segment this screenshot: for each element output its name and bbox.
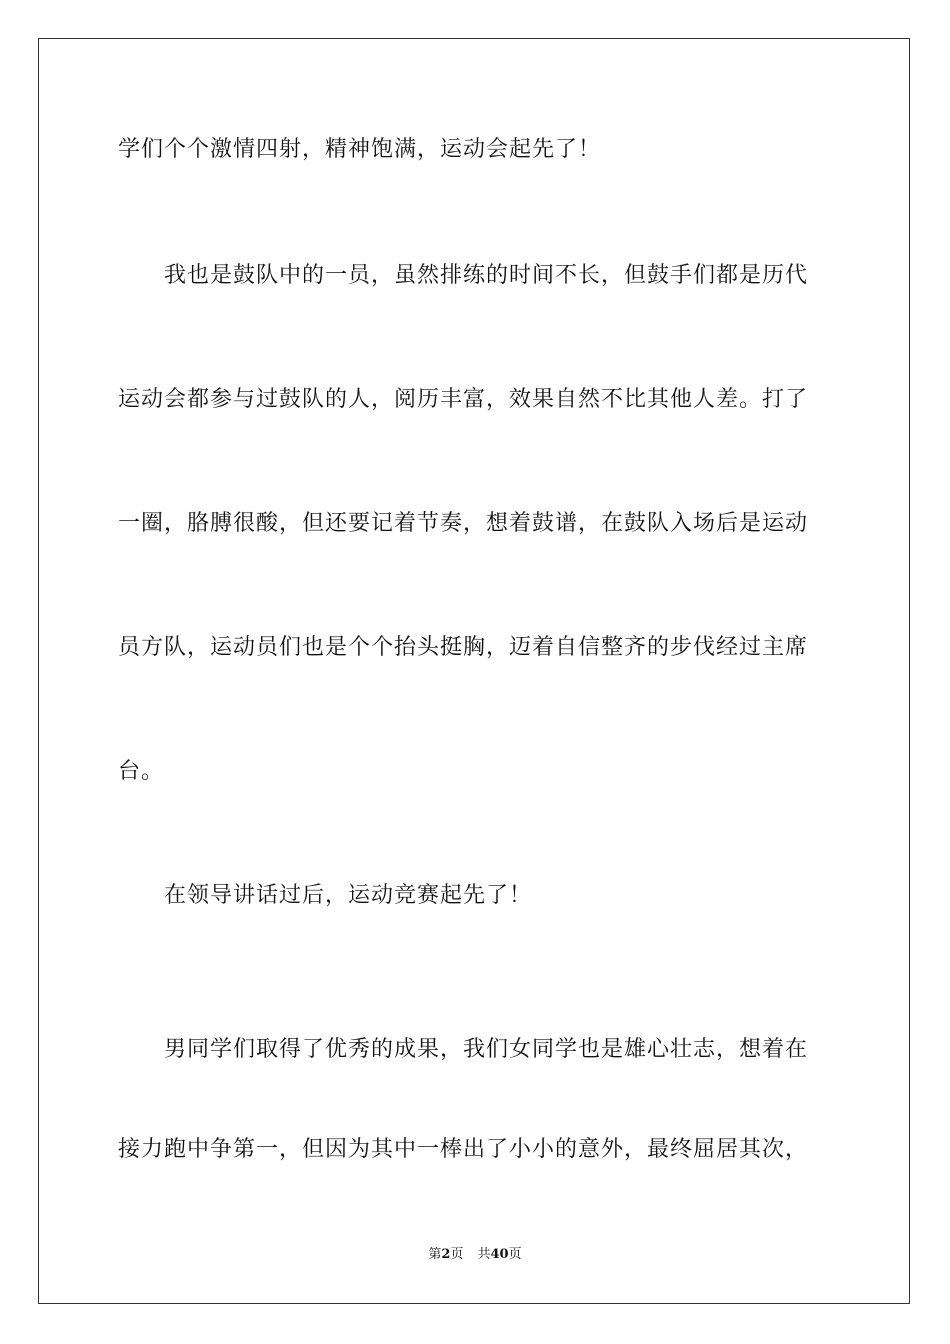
text-line-1: 学们个个激情四射，精神饱满，运动会起先了！ — [118, 137, 602, 162]
text-line-9: 接力跑中争第一，但因为其中一棒出了小小的意外，最终屈居其次， — [118, 1137, 809, 1162]
page-footer — [0, 1246, 950, 1264]
footer-total-suffix: 页 — [508, 1247, 522, 1262]
text-line-5: 员方队，运动员们也是个个抬头挺胸，迈着自信整齐的步伐经过主席 — [118, 635, 809, 660]
footer-page-suffix: 页 — [450, 1247, 464, 1262]
text-line-2: 我也是鼓队中的一员，虽然排练的时间不长，但鼓手们都是历代 — [164, 263, 809, 288]
text-line-7: 在领导讲话过后，运动竞赛起先了！ — [164, 883, 533, 908]
text-line-4: 一圈，胳膊很酸，但还要记着节奏，想着鼓谱，在鼓队入场后是运动 — [118, 511, 809, 536]
text-line-6: 台。 — [118, 759, 165, 784]
footer-total-prefix: 共 — [477, 1247, 491, 1262]
footer-total-pages: 40 — [490, 1247, 509, 1262]
text-line-3: 运动会都参与过鼓队的人，阅历丰富，效果自然不比其他人差。打了 — [118, 387, 809, 412]
text-line-8: 男同学们取得了优秀的成果，我们女同学也是雄心壮志，想着在 — [164, 1037, 809, 1062]
footer-page-prefix: 第 — [428, 1247, 442, 1262]
page-border — [38, 38, 910, 1304]
footer-page-number: 2 — [441, 1247, 451, 1262]
